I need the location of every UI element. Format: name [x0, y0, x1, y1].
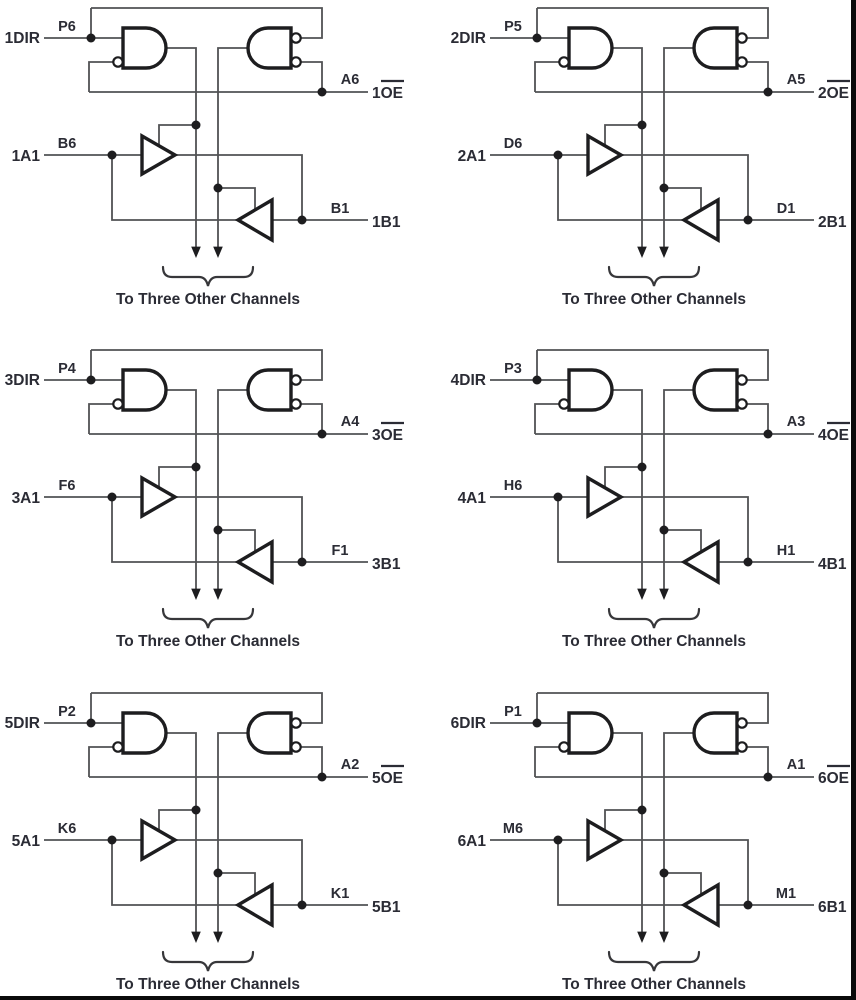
- junction-dot: [660, 869, 669, 878]
- a-port-pin-label: H6: [503, 478, 523, 494]
- invert-bubble-icon: [737, 33, 746, 42]
- invert-bubble-icon: [291, 57, 300, 66]
- junction-dot: [533, 34, 542, 43]
- junction-dot: [638, 121, 647, 130]
- down-arrow-icon: [213, 247, 223, 258]
- junction-dot: [318, 88, 327, 97]
- buffer-ba-enable-tap-wire: [218, 188, 255, 212]
- dir-pin-label: P5: [504, 19, 522, 35]
- oe-name: OE: [826, 85, 850, 102]
- oe-prefix: 2: [818, 85, 827, 102]
- oe-prefix: 3: [372, 427, 381, 444]
- oe-to-and-ab-wire: [89, 62, 113, 92]
- and-gate-a-to-b: [569, 713, 612, 753]
- invert-bubble-icon: [291, 399, 300, 408]
- oe-name: OE: [380, 770, 404, 787]
- down-arrow-icon: [213, 932, 223, 943]
- oe-name: OE: [380, 85, 404, 102]
- dir-pin-label: P3: [504, 361, 522, 377]
- and-gate-a-to-b: [123, 713, 166, 753]
- buffer-ba-enable-tap-wire: [664, 188, 701, 212]
- b-pin-label: F1: [331, 543, 349, 559]
- junction-dot: [298, 901, 307, 910]
- dir-label: 6DIR: [450, 715, 486, 732]
- and-gate-b-to-a: [248, 370, 291, 410]
- brace: [609, 267, 699, 286]
- note-label: To Three Other Channels: [561, 633, 747, 650]
- dir-pin-label: P6: [58, 19, 76, 35]
- a-port-label: 2A1: [457, 148, 486, 165]
- enable-ab-vertical-wire: [612, 48, 642, 247]
- invert-bubble-icon: [737, 742, 746, 751]
- junction-dot: [660, 526, 669, 535]
- a-pin-label: A2: [340, 757, 360, 773]
- b-port-label: 4B1: [818, 556, 847, 573]
- down-arrow-icon: [191, 932, 201, 943]
- junction-dot: [533, 376, 542, 385]
- junction-dot: [192, 463, 201, 472]
- junction-dot: [764, 430, 773, 439]
- down-arrow-icon: [191, 247, 201, 258]
- oe-name: OE: [826, 427, 850, 444]
- invert-bubble-icon: [559, 742, 568, 751]
- invert-bubble-icon: [291, 742, 300, 751]
- channel-6: [446, 685, 856, 997]
- oe-prefix: 1: [372, 85, 381, 102]
- note-label: To Three Other Channels: [115, 976, 301, 993]
- oe-prefix: 6: [818, 770, 827, 787]
- and-gate-b-to-a: [694, 713, 737, 753]
- junction-dot: [108, 151, 117, 160]
- oe-to-and-ba-wire: [747, 747, 768, 777]
- oe-to-and-ab-wire: [89, 404, 113, 434]
- invert-bubble-icon: [113, 742, 122, 751]
- a-port-pin-label: F6: [58, 478, 76, 494]
- oe-label: [818, 770, 849, 787]
- channel-3: [0, 342, 420, 654]
- b-pin-label: D1: [776, 201, 796, 217]
- note-label: To Three Other Channels: [115, 633, 301, 650]
- junction-dot: [764, 773, 773, 782]
- oe-label: [818, 85, 849, 102]
- b-port-label: 5B1: [372, 899, 401, 916]
- dir-label: 2DIR: [450, 30, 486, 47]
- a-port-pin-label: D6: [503, 136, 523, 152]
- buffer-ab-enable-tap-wire: [159, 467, 196, 492]
- junction-dot: [214, 184, 223, 193]
- a-pin-label: A3: [786, 414, 806, 430]
- and-gate-a-to-b: [123, 370, 166, 410]
- junction-dot: [87, 719, 96, 728]
- junction-dot: [318, 430, 327, 439]
- down-arrow-icon: [659, 589, 669, 600]
- a-pin-label: A6: [340, 72, 360, 88]
- oe-label: [372, 770, 403, 787]
- invert-bubble-icon: [113, 57, 122, 66]
- junction-dot: [318, 773, 327, 782]
- channel-2: [446, 0, 856, 312]
- oe-label: [372, 427, 403, 444]
- a-pin-label: A4: [340, 414, 360, 430]
- brace: [163, 267, 253, 286]
- and-gate-b-to-a: [248, 713, 291, 753]
- junction-dot: [638, 806, 647, 815]
- a-port-pin-label: K6: [57, 821, 77, 837]
- buffer-ab-enable-tap-wire: [605, 467, 642, 492]
- page-right-border: [851, 0, 856, 1000]
- oe-to-and-ab-wire: [535, 747, 559, 777]
- buffer-ab-enable-tap-wire: [605, 810, 642, 835]
- oe-to-and-ba-wire: [747, 62, 768, 92]
- page-bottom-border: [0, 996, 856, 1000]
- junction-dot: [298, 216, 307, 225]
- b-port-label: 3B1: [372, 556, 401, 573]
- junction-dot: [764, 88, 773, 97]
- down-arrow-icon: [637, 589, 647, 600]
- enable-ab-vertical-wire: [166, 390, 196, 589]
- brace: [163, 609, 253, 628]
- dir-pin-label: P2: [58, 704, 76, 720]
- a-pin-label: A5: [786, 72, 806, 88]
- junction-dot: [108, 836, 117, 845]
- enable-ab-vertical-wire: [612, 733, 642, 932]
- note-label: To Three Other Channels: [561, 976, 747, 993]
- buffer-ab-enable-tap-wire: [159, 125, 196, 150]
- a-port-pin-label: M6: [502, 821, 524, 837]
- note-label: To Three Other Channels: [115, 291, 301, 308]
- b-port-label: 1B1: [372, 214, 401, 231]
- junction-dot: [744, 558, 753, 567]
- buffer-ab-enable-tap-wire: [605, 125, 642, 150]
- and-gate-b-to-a: [248, 28, 291, 68]
- a-port-label: 6A1: [457, 833, 486, 850]
- invert-bubble-icon: [737, 399, 746, 408]
- junction-dot: [638, 463, 647, 472]
- dir-label: 5DIR: [4, 715, 40, 732]
- junction-dot: [192, 121, 201, 130]
- oe-to-and-ba-wire: [301, 404, 322, 434]
- a-port-label: 3A1: [11, 490, 40, 507]
- oe-label: [372, 85, 403, 102]
- dir-pin-label: P1: [504, 704, 522, 720]
- oe-to-and-ba-wire: [301, 62, 322, 92]
- and-gate-a-to-b: [569, 370, 612, 410]
- dir-label: 3DIR: [4, 372, 40, 389]
- oe-to-and-ab-wire: [535, 404, 559, 434]
- invert-bubble-icon: [559, 57, 568, 66]
- buffer-ba-enable-tap-wire: [664, 530, 701, 554]
- note-label: To Three Other Channels: [561, 291, 747, 308]
- buffer-ba-enable-tap-wire: [664, 873, 701, 897]
- a-port-pin-label: B6: [57, 136, 77, 152]
- brace: [163, 952, 253, 971]
- oe-to-and-ab-wire: [89, 747, 113, 777]
- enable-ab-vertical-wire: [612, 390, 642, 589]
- oe-prefix: 4: [818, 427, 827, 444]
- invert-bubble-icon: [113, 399, 122, 408]
- junction-dot: [554, 836, 563, 845]
- junction-dot: [554, 151, 563, 160]
- channel-4: [446, 342, 856, 654]
- brace: [609, 609, 699, 628]
- b-pin-label: K1: [330, 886, 350, 902]
- invert-bubble-icon: [737, 57, 746, 66]
- enable-ab-vertical-wire: [166, 48, 196, 247]
- a-pin-label: A1: [786, 757, 806, 773]
- down-arrow-icon: [659, 932, 669, 943]
- b-pin-label: M1: [775, 886, 797, 902]
- invert-bubble-icon: [737, 375, 746, 384]
- and-gate-a-to-b: [123, 28, 166, 68]
- junction-dot: [744, 216, 753, 225]
- b-pin-label: B1: [330, 201, 350, 217]
- down-arrow-icon: [191, 589, 201, 600]
- junction-dot: [214, 526, 223, 535]
- oe-prefix: 5: [372, 770, 381, 787]
- dir-pin-label: P4: [58, 361, 76, 377]
- invert-bubble-icon: [559, 399, 568, 408]
- junction-dot: [660, 184, 669, 193]
- junction-dot: [533, 719, 542, 728]
- b-pin-label: H1: [776, 543, 796, 559]
- invert-bubble-icon: [291, 718, 300, 727]
- dir-label: 1DIR: [4, 30, 40, 47]
- brace: [609, 952, 699, 971]
- buffer-ba-enable-tap-wire: [218, 530, 255, 554]
- down-arrow-icon: [659, 247, 669, 258]
- buffer-ab-enable-tap-wire: [159, 810, 196, 835]
- junction-dot: [554, 493, 563, 502]
- oe-label: [818, 427, 849, 444]
- enable-ab-vertical-wire: [166, 733, 196, 932]
- b-port-label: 2B1: [818, 214, 847, 231]
- invert-bubble-icon: [291, 375, 300, 384]
- oe-name: OE: [380, 427, 404, 444]
- junction-dot: [192, 806, 201, 815]
- b-port-label: 6B1: [818, 899, 847, 916]
- junction-dot: [87, 376, 96, 385]
- channel-1: [0, 0, 420, 312]
- a-port-label: 1A1: [11, 148, 40, 165]
- and-gate-b-to-a: [694, 370, 737, 410]
- oe-name: OE: [826, 770, 850, 787]
- junction-dot: [108, 493, 117, 502]
- oe-to-and-ab-wire: [535, 62, 559, 92]
- and-gate-a-to-b: [569, 28, 612, 68]
- and-gate-b-to-a: [694, 28, 737, 68]
- junction-dot: [298, 558, 307, 567]
- down-arrow-icon: [637, 932, 647, 943]
- junction-dot: [87, 34, 96, 43]
- junction-dot: [214, 869, 223, 878]
- invert-bubble-icon: [737, 718, 746, 727]
- a-port-label: 5A1: [11, 833, 40, 850]
- oe-to-and-ba-wire: [747, 404, 768, 434]
- junction-dot: [744, 901, 753, 910]
- buffer-ba-enable-tap-wire: [218, 873, 255, 897]
- down-arrow-icon: [213, 589, 223, 600]
- oe-to-and-ba-wire: [301, 747, 322, 777]
- a-port-label: 4A1: [457, 490, 486, 507]
- dir-label: 4DIR: [450, 372, 486, 389]
- invert-bubble-icon: [291, 33, 300, 42]
- down-arrow-icon: [637, 247, 647, 258]
- channel-5: [0, 685, 420, 997]
